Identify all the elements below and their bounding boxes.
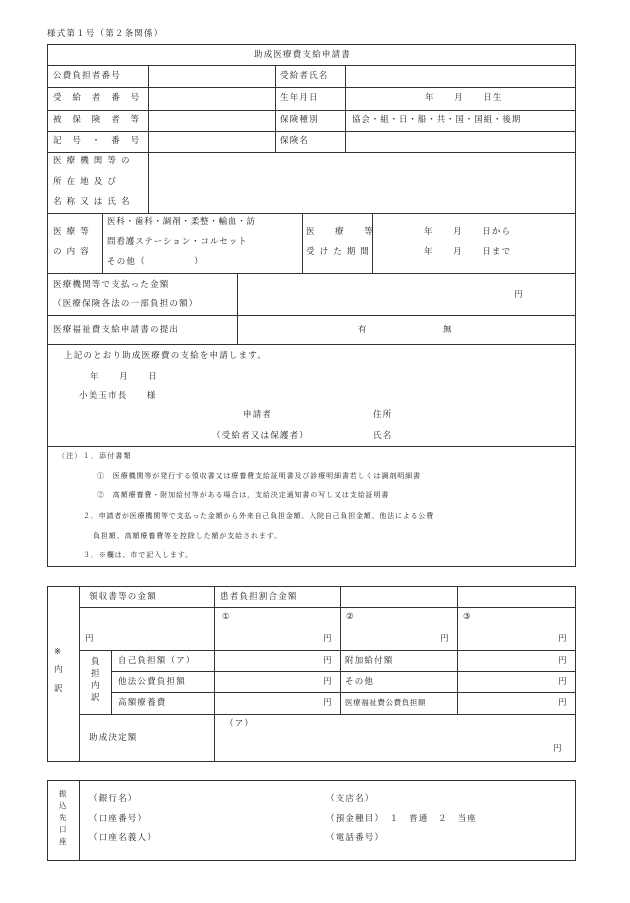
share-2-yen: 円 [440,634,450,644]
care-content-label-line2: の 内 容 [53,247,90,257]
insured-label-line1: 被 保 険 者 等 [53,115,141,125]
high-cost-label: 高額療養費 [118,698,167,708]
decision-yen: 円 [553,744,563,754]
receipt-amount-yen: 円 [85,634,95,644]
bank-label-line2: 込 [59,801,68,810]
receipt-amount-label: 領収書等の金額 [89,592,157,602]
paid-amount-label-line1: 医療機関等で支払った金額 [53,280,170,290]
patient-share-label: 患者負担割合金額 [220,592,298,602]
account-holder-label: （口座名義人） [89,833,157,843]
other-public-label: 他法公費負担額 [118,677,186,687]
period-from[interactable]: 年 月 日から [424,227,512,237]
note-2-line1: ２．申請者が医療機関等で支払った金額から外来自己負担金額、入院自己負担金額、他法による公費 [83,512,434,520]
note-3: ３．※欄は、市で記入します。 [83,551,194,559]
care-types-line2[interactable]: 問看護ステーション・コルセット [107,237,248,247]
bank-label-line4: 口 [59,825,68,834]
bank-name-label: （銀行名） [89,794,138,804]
breakdown-label-line1: 内 [54,665,64,675]
insurance-type-options[interactable]: 協会・組・日・船・共・国・国組・後期 [352,115,522,125]
name-field[interactable] [398,426,568,442]
self-pay-label: 自己負担額（ア） [118,656,196,666]
insurance-name-label: 保険名 [280,136,310,146]
decision-field[interactable] [215,715,575,761]
payer-number-label: 公費負担者番号 [53,71,121,81]
additional-label: 附加給付額 [345,656,394,666]
recipient-number-field[interactable] [149,88,274,110]
insured-number-field[interactable] [149,111,274,152]
form-number: 様式第１号（第２条関係） [47,29,164,39]
period-to[interactable]: 年 月 日まで [424,247,512,257]
share-1-mark: ① [222,612,231,622]
deposit-type-options[interactable]: （預金種目） １ 普通 ２ 当座 [326,814,477,824]
applicant-label: 申請者 [243,410,273,420]
paid-amount-yen: 円 [514,290,524,300]
welfare-submit-label: 医療福祉費支給申請書の提出 [53,325,180,335]
bank-label-line5: 座 [59,837,68,846]
burden-label-line4: 訳 [91,693,101,703]
bank-label-line1: 振 [59,789,68,798]
burden-label-line3: 内 [91,681,101,691]
facility-label-line2: 所 在 地 及 び [53,177,118,187]
note-attachment-1: ① 医療機関等が発行する領収書又は療養費支給証明書及び診療明細書若しくは調剤明細書 [97,472,421,480]
others-yen: 円 [558,677,568,687]
phone-label: （電話番号） [326,833,385,843]
welfare-burden-label: 医療福祉費公費負担額 [345,698,426,707]
share-1-yen: 円 [323,634,333,644]
decision-a-mark: （ア） [225,719,255,729]
welfare-submit-yes[interactable]: 有 [358,325,368,335]
other-public-yen: 円 [323,677,333,687]
welfare-submit-no[interactable]: 無 [443,325,453,335]
others-label: その他 [345,677,375,687]
application-date[interactable]: 年 月 日 [90,372,158,382]
payer-number-field[interactable] [149,66,274,87]
period-label-line1: 医 療 等 [306,227,374,237]
facility-label-line3: 名 称 又 は 氏 名 [53,197,131,207]
share-3-yen: 円 [558,634,568,644]
share-3-mark: ③ [463,612,472,622]
bank-label-line3: 先 [59,813,68,822]
period-label-line2: 受 け た 期 間 [306,247,371,257]
facility-label-line1: 医 療 機 関 等 の [53,156,131,166]
facility-field[interactable] [149,153,575,213]
recipient-number-label: 受 給 者 番 号 [53,93,141,103]
welfare-burden-yen: 円 [558,698,568,708]
care-types-line1[interactable]: 医科・歯科・調剤・柔整・輸血・訪 [107,217,256,227]
note-2-line2: 負担額、高額療養費等を控除した額が支給されます。 [93,532,283,540]
form-title: 助成医療費支給申請書 [254,50,352,60]
self-pay-yen: 円 [323,656,333,666]
care-types-line3[interactable]: その他（ ） [107,257,205,267]
addressee: 小美玉市長 様 [79,391,157,401]
care-content-label-line1: 医 療 等 [53,227,90,237]
burden-label-line1: 負 [91,657,101,667]
paid-amount-label-line2: （医療保険各法の一部負担の額） [53,299,199,309]
breakdown-mark: ※ [54,647,63,657]
applicant-role: （受給者又は保護者） [212,431,310,441]
branch-name-label: （支店名） [326,794,375,804]
notes-head: （注）１．添付書類 [58,452,132,460]
decision-label: 助成決定額 [89,733,138,743]
insured-label-line2: 記 号 ・ 番 号 [53,136,141,146]
address-field[interactable] [398,405,568,421]
note-attachment-2: ② 高額療養費・附加給付等がある場合は，支給決定通知書の写し又は支給証明書 [97,491,390,499]
address-label: 住所 [373,410,393,420]
burden-label-line2: 担 [91,669,101,679]
high-cost-yen: 円 [323,698,333,708]
share-2-mark: ② [346,612,355,622]
breakdown-label-line2: 訳 [54,684,64,694]
recipient-name-label: 受給者氏名 [280,71,329,81]
application-statement: 上記のとおり助成医療費の支給を申請します。 [64,351,268,361]
paid-amount-field[interactable] [238,274,575,315]
insurance-name-field[interactable] [346,132,575,152]
account-number-label: （口座番号） [89,814,148,824]
additional-yen: 円 [558,656,568,666]
recipient-name-field[interactable] [346,66,575,87]
insurance-type-label: 保険種別 [280,115,319,125]
birth-date-label: 生年月日 [280,93,319,103]
receipt-amount-field[interactable] [80,608,213,650]
birth-date-value[interactable]: 年 月 日生 [425,93,503,103]
name-label: 氏名 [373,431,393,441]
